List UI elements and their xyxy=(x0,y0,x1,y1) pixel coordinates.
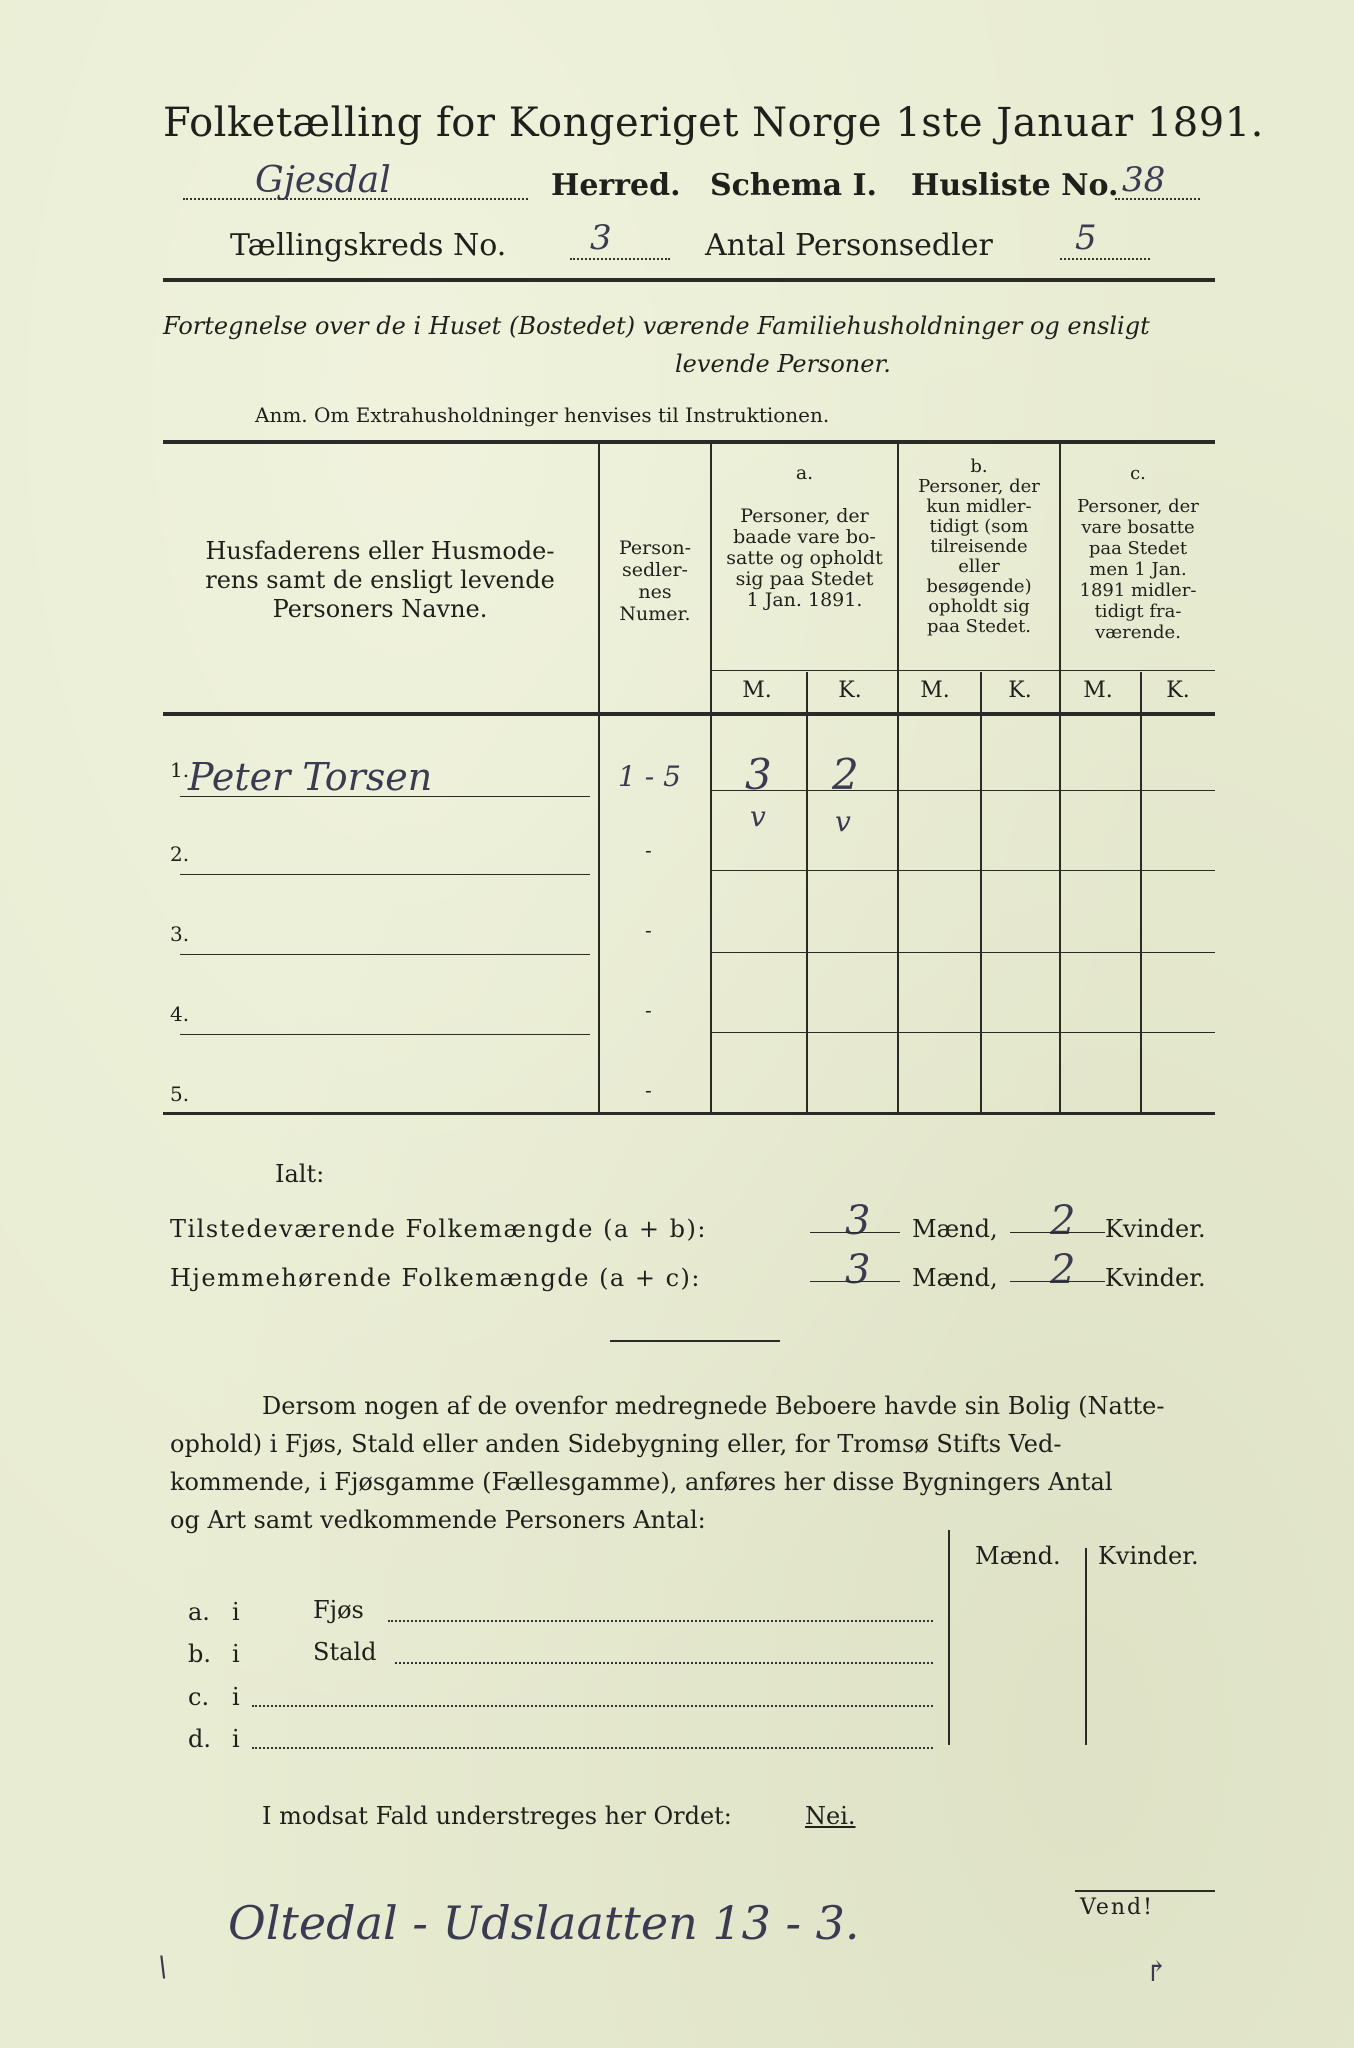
husliste-value: 38 xyxy=(1122,160,1166,200)
mk-divider xyxy=(710,670,1215,671)
tilstede-label: Tilstedeværende Folkemængde (a + b): xyxy=(170,1215,707,1243)
header-rule xyxy=(163,278,1215,282)
col-c-line: men 1 Jan. xyxy=(1089,559,1187,580)
row-personsedler: - xyxy=(645,918,652,942)
b-k-label: K. xyxy=(1008,678,1032,703)
c-m-label: M. xyxy=(1083,678,1113,703)
hjemme-kvinder-label: Kvinder. xyxy=(1105,1264,1206,1292)
col-c-line: tidigt fra- xyxy=(1094,601,1182,622)
building-dots xyxy=(395,1662,933,1664)
col-b-line: eller xyxy=(958,556,1000,577)
building-letter: d. xyxy=(188,1725,211,1753)
modsat-word: Nei. xyxy=(805,1802,856,1830)
pen-mark: \ xyxy=(158,1950,168,1983)
maend-column-header: Mænd. xyxy=(975,1542,1061,1570)
tilstede-maend-label: Mænd, xyxy=(912,1215,998,1243)
num-header-line: nes xyxy=(638,581,672,603)
col-b-line: paa Stedet. xyxy=(926,616,1032,637)
building-i: i xyxy=(232,1598,240,1626)
check-mark: v xyxy=(750,800,766,833)
building-label: Stald xyxy=(313,1638,377,1666)
herred-dots xyxy=(183,198,528,200)
row-number: 3. xyxy=(170,922,190,946)
building-label: Fjøs xyxy=(313,1596,364,1624)
col-c-line: Personer, der xyxy=(1077,496,1199,517)
tilstede-kvinder-value: 2 xyxy=(1050,1198,1076,1244)
row-rule xyxy=(180,954,590,955)
footer-handwritten-note: Oltedal - Udslaatten 13 - 3. xyxy=(228,1896,860,1950)
dersom-line-1: Dersom nogen af de ovenfor medregnede Beboere havde sin Bolig (Natte- xyxy=(262,1392,1165,1420)
row-a-kvinder: 2 xyxy=(832,750,859,799)
vend-label: Vend! xyxy=(1080,1895,1154,1920)
col-a-header xyxy=(712,463,897,611)
tilstede-kvinder-label: Kvinder. xyxy=(1105,1215,1206,1243)
check-mark: v xyxy=(835,805,851,838)
col-b-line: tilreisende xyxy=(930,536,1028,557)
num-header-line: Person- xyxy=(618,537,692,559)
row-rule xyxy=(710,790,1215,791)
row-number: 2. xyxy=(170,842,190,866)
hjemme-kvinder-value: 2 xyxy=(1050,1247,1076,1293)
num-header-line: Numer. xyxy=(619,603,691,625)
row-personsedler: - xyxy=(645,1078,652,1102)
dersom-line-2: ophold) i Fjøs, Stald eller anden Sidebygning eller, for Tromsø Stifts Ved- xyxy=(170,1430,1062,1458)
col-c-letter: c. xyxy=(1130,463,1146,484)
col-a-line: baade vare bo- xyxy=(733,526,876,548)
col-c-line: vare bosatte xyxy=(1081,517,1195,538)
hjemme-maend-label: Mænd, xyxy=(912,1264,998,1292)
col-c-line: paa Stedet xyxy=(1088,538,1188,559)
hjemme-kvinder-line xyxy=(1010,1281,1105,1282)
husliste-label: Husliste No. xyxy=(911,168,1119,203)
col-c-line: 1891 midler- xyxy=(1079,580,1197,601)
building-letter: a. xyxy=(188,1598,210,1626)
husliste-dots xyxy=(1115,198,1200,200)
col-a-line: Personer, der xyxy=(740,505,869,527)
kreds-value: 3 xyxy=(590,218,612,258)
form-title: Folketælling for Kongeriget Norge 1ste Januar 1891. xyxy=(163,100,1264,146)
table-header-rule xyxy=(163,712,1215,716)
a-k-label: K. xyxy=(838,678,862,703)
vline-c-mk xyxy=(1140,672,1142,1112)
row-name: Peter Torsen xyxy=(188,755,433,799)
intro-line-2: levende Personer. xyxy=(675,350,891,378)
row-number: 5. xyxy=(170,1082,190,1106)
name-header-line: rens samt de ensligt levende xyxy=(205,566,555,594)
col-b-line: kun midler- xyxy=(926,496,1032,517)
herred-value: Gjesdal xyxy=(255,160,391,201)
col-c-header xyxy=(1061,463,1215,643)
building-dots xyxy=(252,1705,933,1707)
kvinder-column-header: Kvinder. xyxy=(1098,1542,1199,1570)
dersom-line-4: og Art samt vedkommende Personers Antal: xyxy=(170,1506,706,1534)
hjemme-label: Hjemmehørende Folkemængde (a + c): xyxy=(170,1264,701,1292)
antal-label: Antal Personsedler xyxy=(705,228,993,263)
hjemme-maend-line xyxy=(810,1281,900,1282)
col-a-line: 1 Jan. 1891. xyxy=(746,589,863,611)
row-rule xyxy=(710,952,1215,953)
row-number: 1. xyxy=(170,758,190,782)
col-b-line: Personer, der xyxy=(918,476,1040,497)
section-divider xyxy=(610,1340,780,1342)
vline-a-mk xyxy=(806,672,808,1112)
a-m-label: M. xyxy=(742,678,772,703)
tilstede-kvinder-line xyxy=(1010,1232,1105,1233)
row-a-maend: 3 xyxy=(745,750,772,799)
col-b-header xyxy=(899,457,1059,637)
table-top-rule xyxy=(163,440,1215,444)
row-personsedler: - xyxy=(645,998,652,1022)
row-rule xyxy=(710,870,1215,871)
building-col-divider-1 xyxy=(948,1530,950,1745)
col-a-line: satte og opholdt xyxy=(726,547,883,569)
col-b-line: opholdt sig xyxy=(928,596,1030,617)
num-header xyxy=(600,537,710,625)
num-header-line: sedler- xyxy=(622,559,688,581)
row-rule xyxy=(180,874,590,875)
tilstede-maend-line xyxy=(810,1232,900,1233)
col-a-line: sig paa Stedet xyxy=(735,568,874,590)
col-b-letter: b. xyxy=(970,456,988,477)
col-b-line: besøgende) xyxy=(926,576,1032,597)
name-header-line: Husfaderens eller Husmode- xyxy=(205,537,555,565)
antal-value: 5 xyxy=(1075,218,1097,258)
tilstede-maend-value: 3 xyxy=(845,1198,871,1244)
vend-rule xyxy=(1075,1890,1215,1892)
col-c-line: værende. xyxy=(1095,622,1181,643)
vline-b-mk xyxy=(980,672,982,1112)
building-i: i xyxy=(232,1725,240,1753)
pen-mark: ↱ xyxy=(1145,1955,1169,1988)
row-personsedler: - xyxy=(645,838,652,862)
row-rule xyxy=(710,1032,1215,1033)
building-i: i xyxy=(232,1640,240,1668)
ialt-label: Ialt: xyxy=(275,1160,325,1188)
row-number: 4. xyxy=(170,1002,190,1026)
building-i: i xyxy=(232,1683,240,1711)
anm-note: Anm. Om Extrahusholdninger henvises til Instruktionen. xyxy=(255,403,830,427)
building-dots xyxy=(252,1747,933,1749)
row-rule xyxy=(180,1034,590,1035)
building-letter: b. xyxy=(188,1640,211,1668)
schema-label: Schema I. xyxy=(710,168,877,203)
herred-label: Herred. xyxy=(551,168,681,203)
name-header xyxy=(175,537,585,624)
hjemme-maend-value: 3 xyxy=(845,1247,871,1293)
row-personsedler: 1 - 5 xyxy=(618,760,681,793)
building-letter: c. xyxy=(188,1683,210,1711)
name-header-line: Personers Navne. xyxy=(272,595,488,623)
kreds-dots xyxy=(570,258,670,260)
dersom-line-3: kommende, i Fjøsgamme (Fællesgamme), anføres her disse Bygningers Antal xyxy=(170,1468,1113,1496)
building-dots xyxy=(388,1620,933,1622)
building-col-divider-2 xyxy=(1085,1548,1087,1745)
table-bottom-rule xyxy=(163,1112,1215,1115)
antal-dots xyxy=(1060,258,1150,260)
row-rule xyxy=(180,796,590,797)
intro-line-1: Fortegnelse over de i Huset (Bostedet) værende Familiehusholdninger og ensligt xyxy=(163,312,1150,340)
modsat-text: I modsat Fald understreges her Ordet: xyxy=(262,1802,732,1830)
col-a-letter: a. xyxy=(795,462,814,484)
c-k-label: K. xyxy=(1166,678,1190,703)
col-b-line: tidigt (som xyxy=(929,516,1029,537)
kreds-label: Tællingskreds No. xyxy=(230,228,507,263)
b-m-label: M. xyxy=(920,678,950,703)
